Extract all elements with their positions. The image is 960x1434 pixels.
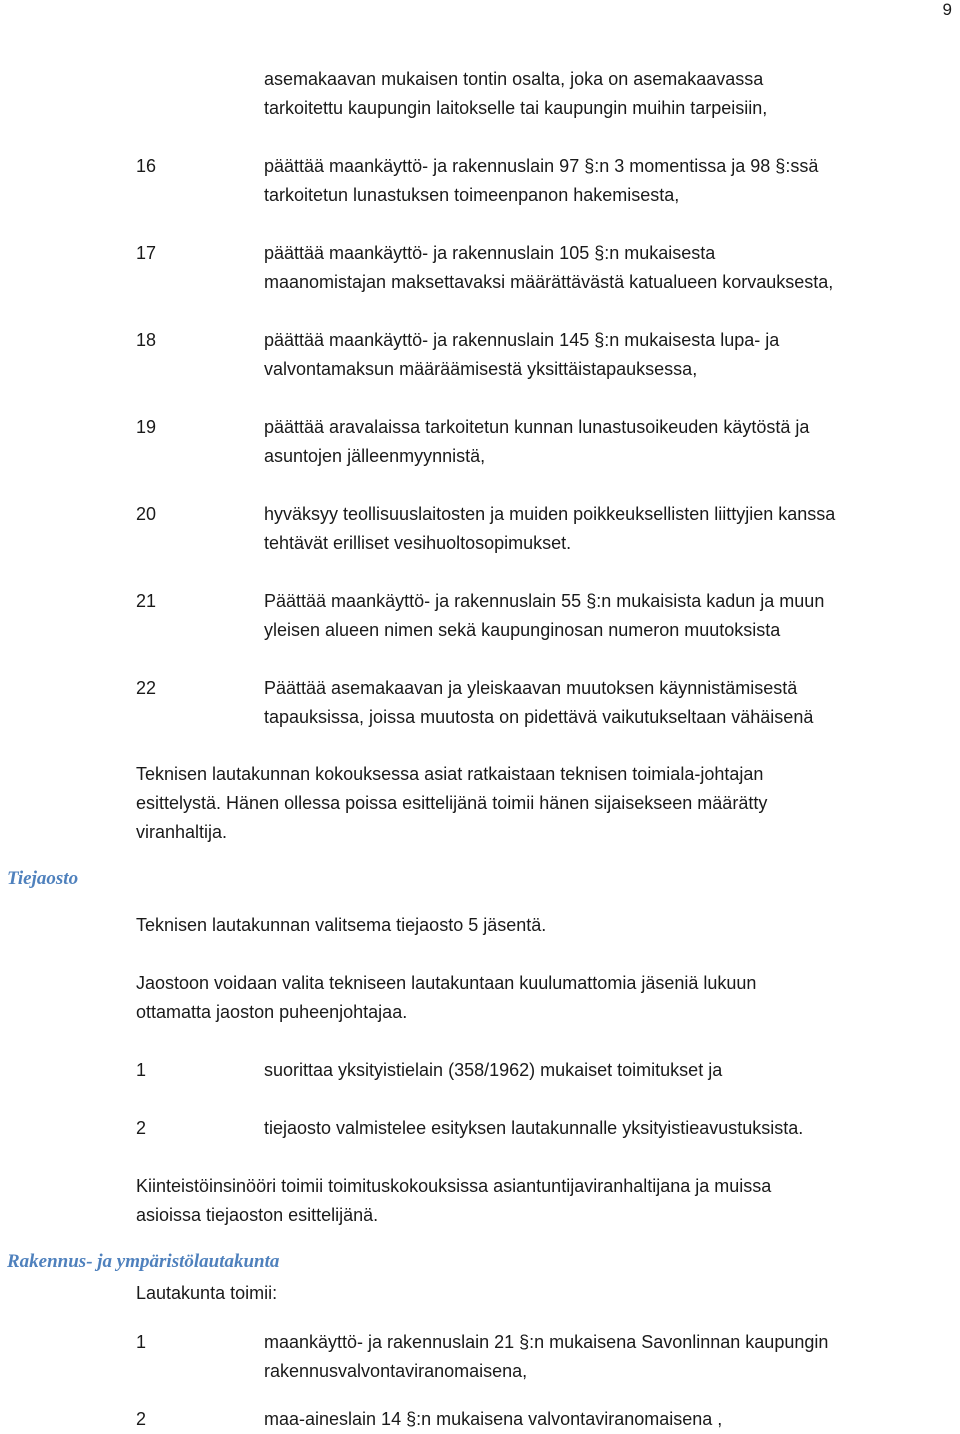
item-number: 20 — [136, 504, 157, 524]
continuation-line: asemakaavan mukaisen tontin osalta, joka on asemakaavassa — [264, 69, 764, 89]
presenter-paragraph — [136, 760, 950, 847]
section-heading-rakennus: Rakennus- ja ympäristölautakunta — [7, 1251, 280, 1272]
list-item — [136, 413, 960, 471]
item-number: 2 — [136, 1409, 147, 1429]
item-text: valvontamaksun määräämisestä yksittäistapauksessa, — [264, 359, 698, 379]
item-text: suorittaa yksityistielain (358/1962) mukaiset toimitukset ja — [264, 1060, 723, 1080]
item-number: 17 — [136, 243, 157, 263]
item-number: 22 — [136, 678, 157, 698]
list-item — [136, 239, 960, 297]
board-intro: Lautakunta toimii: — [136, 1283, 278, 1303]
item-number: 16 — [136, 156, 157, 176]
members-paragraph — [136, 969, 950, 1027]
paragraph-line: asioissa tiejaoston esittelijänä. — [136, 1205, 379, 1225]
item-number: 2 — [136, 1118, 147, 1138]
paragraph-line: viranhaltija. — [136, 822, 228, 842]
list-item — [136, 1056, 960, 1085]
item-text: tarkoitetun lunastuksen toimeenpanon hakemisesta, — [264, 185, 680, 205]
item-number: 19 — [136, 417, 157, 437]
item-text: päättää maankäyttö- ja rakennuslain 145 §:n mukaisesta lupa- ja — [264, 330, 780, 350]
item-text: Päättää asemakaavan ja yleiskaavan muutoksen käynnistämisestä — [264, 678, 798, 698]
paragraph-line: Kiinteistöinsinööri toimii toimituskokouksissa asiantuntijaviranhaltijana ja muissa — [136, 1176, 772, 1196]
paragraph-line: Teknisen lautakunnan kokouksessa asiat ratkaistaan teknisen toimiala-johtajan — [136, 764, 764, 784]
continuation-line: tarkoitettu kaupungin laitokselle tai kaupungin muihin tarpeisiin, — [264, 98, 768, 118]
list-item — [136, 1405, 960, 1434]
item-text: tehtävät erilliset vesihuoltosopimukset. — [264, 533, 572, 553]
item-text: tiejaosto valmistelee esityksen lautakunnalle yksityistieavustuksista. — [264, 1118, 804, 1138]
item-text: rakennusvalvontaviranomaisena, — [264, 1361, 528, 1381]
item-text: päättää aravalaissa tarkoitetun kunnan lunastusoikeuden käytöstä ja — [264, 417, 810, 437]
paragraph-line: Jaostoon voidaan valita tekniseen lautakuntaan kuulumattomia jäseniä lukuun — [136, 973, 757, 993]
list-item — [136, 500, 960, 558]
item-number: 18 — [136, 330, 157, 350]
item-text: asuntojen jälleenmyynnistä, — [264, 446, 486, 466]
list-item — [136, 1114, 960, 1143]
item-text: yleisen alueen nimen sekä kaupunginosan numeron muutoksista — [264, 620, 781, 640]
list-item — [136, 1328, 960, 1386]
list-item — [136, 674, 960, 732]
item-text: maa-aineslain 14 §:n mukaisena valvontaviranomaisena , — [264, 1409, 723, 1429]
item-text: tapauksissa, joissa muutosta on pidettävä vaikutukseltaan vähäisenä — [264, 707, 814, 727]
tiejaosto-presenter-paragraph — [136, 1172, 950, 1230]
item-text: maanomistajan maksettavaksi määrättävästä katualueen korvauksesta, — [264, 272, 834, 292]
list-item — [136, 326, 960, 384]
continuation-text — [264, 65, 960, 123]
list-item — [136, 587, 960, 645]
item-text: Päättää maankäyttö- ja rakennuslain 55 §:n mukaisista kadun ja muun — [264, 591, 825, 611]
item-text: päättää maankäyttö- ja rakennuslain 105 §:n mukaisesta — [264, 243, 716, 263]
item-number: 1 — [136, 1332, 147, 1352]
item-text: päättää maankäyttö- ja rakennuslain 97 §:n 3 momentissa ja 98 §:ssä — [264, 156, 819, 176]
section-heading-tiejaosto: Tiejaosto — [7, 868, 79, 889]
list-item — [136, 152, 960, 210]
item-text: maankäyttö- ja rakennuslain 21 §:n mukaisena Savonlinnan kaupungin — [264, 1332, 829, 1352]
paragraph-line: esittelystä. Hänen ollessa poissa esittelijänä toimii hänen sijaisekseen määrätty — [136, 793, 768, 813]
paragraph-line: ottamatta jaoston puheenjohtajaa. — [136, 1002, 408, 1022]
item-text: hyväksyy teollisuuslaitosten ja muiden poikkeuksellisten liittyjien kanssa — [264, 504, 836, 524]
members-text: Teknisen lautakunnan valitsema tiejaosto 5 jäsentä. — [136, 915, 547, 935]
item-number: 21 — [136, 591, 157, 611]
item-number: 1 — [136, 1060, 147, 1080]
page-number: 9 — [942, 0, 952, 19]
